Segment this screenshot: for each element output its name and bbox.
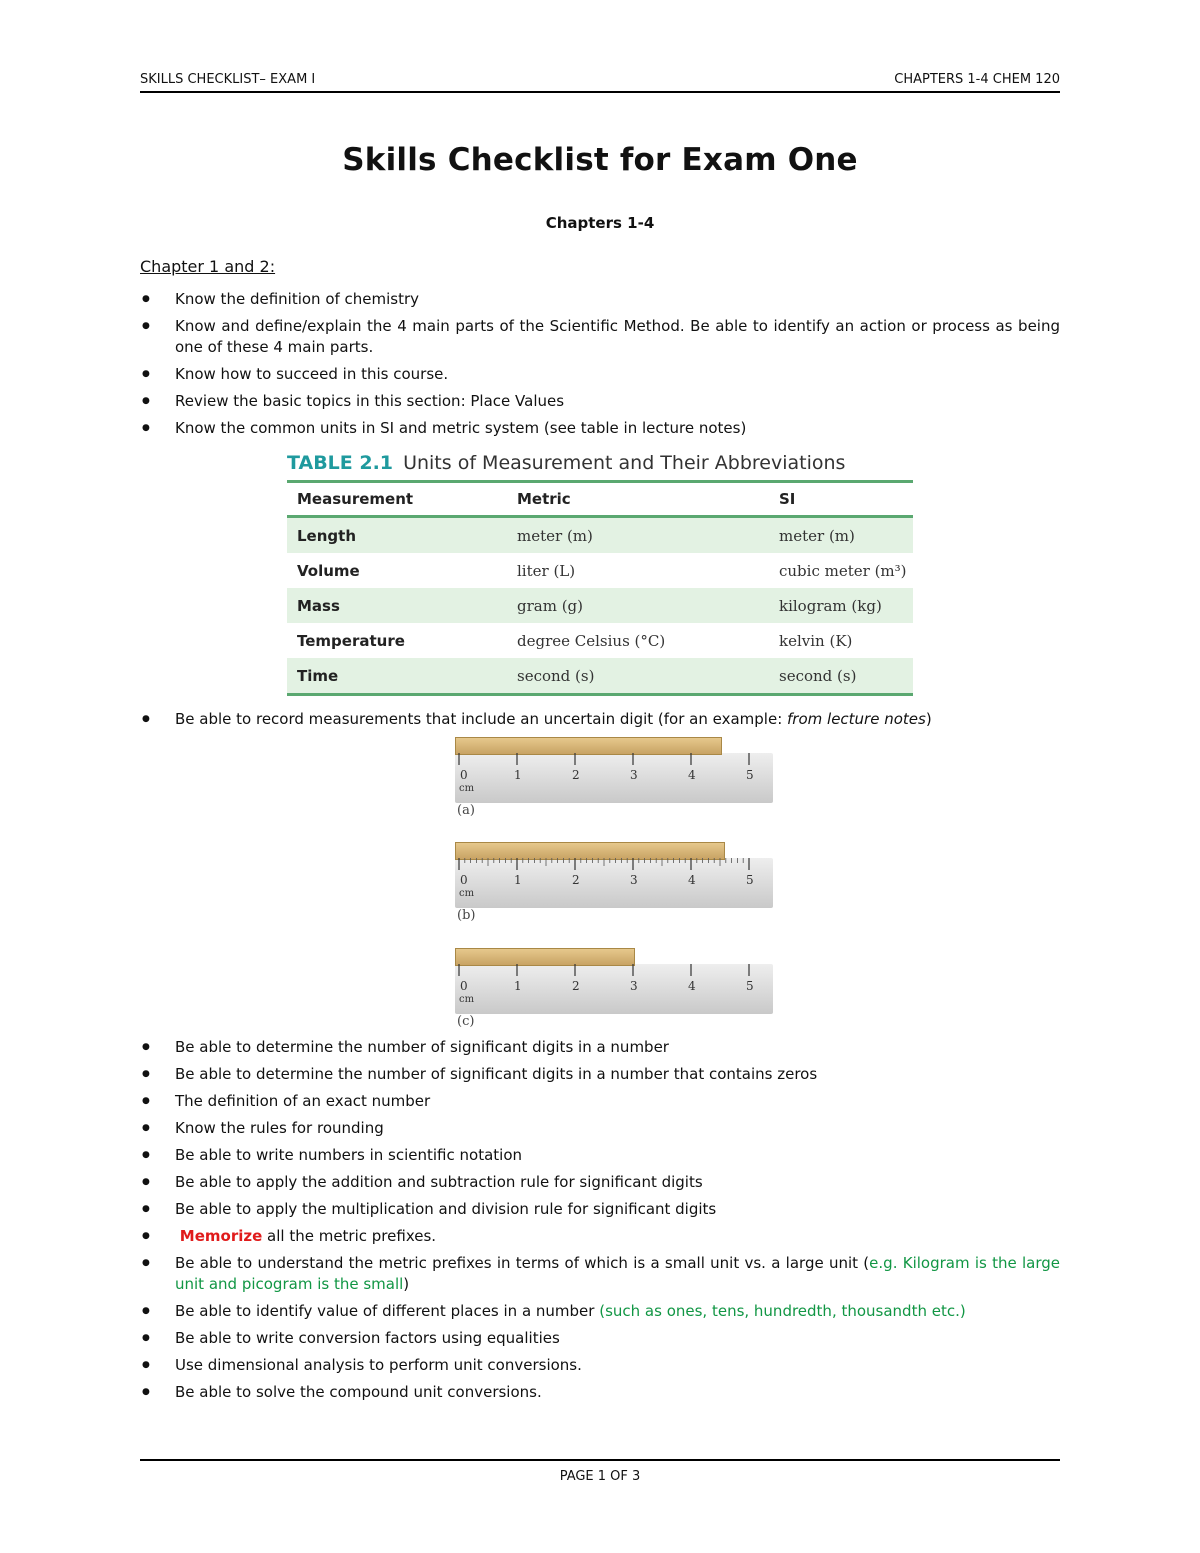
item-text: Be able to record measurements that include an uncertain digit (for an example: [175, 710, 788, 728]
item-italic: from lecture notes [787, 710, 926, 728]
ruler-tick-label: 0 [460, 768, 468, 782]
list-item: ● Be able to write conversion factors using equalities [140, 1328, 1060, 1349]
ruler-scale [455, 753, 773, 803]
item-text: Be able to understand the metric prefixes in terms of which is a small unit vs. a large unit ( [175, 1254, 870, 1272]
header-right: CHAPTERS 1-4 CHEM 120 [894, 72, 1060, 87]
list-item: ● Know and define/explain the 4 main parts of the Scientific Method. Be able to identify an action or process as being one of these 4 main parts. [140, 316, 1060, 358]
ruler-tick-label: 4 [688, 873, 696, 887]
list-item: ● The definition of an exact number [140, 1091, 1060, 1112]
ruler-unit-label: cm [459, 888, 475, 899]
list-item [140, 709, 1060, 730]
table-cell: liter (L) [517, 561, 576, 580]
table-row [287, 588, 913, 623]
table-caption [287, 446, 913, 480]
ruler-tick-label: 5 [746, 873, 754, 887]
memorize-emphasis: Memorize [179, 1227, 263, 1245]
ruler-unit-label: cm [459, 994, 475, 1005]
item-text: Be able to identify value of different places in a number [175, 1302, 600, 1320]
table-row [287, 658, 913, 695]
ruler-tick-label: 3 [630, 979, 638, 993]
units-table [287, 480, 913, 696]
ruler-tick-label: 4 [688, 768, 696, 782]
ruler-tick-label: 1 [514, 979, 522, 993]
table-cell: kelvin (K) [779, 631, 853, 650]
column-header: SI [769, 482, 913, 517]
ruler-unit-label: cm [459, 783, 475, 794]
table-caption-text: Units of Measurement and Their Abbreviations [403, 452, 846, 474]
list-item: ● Use dimensional analysis to perform unit conversions. [140, 1355, 1060, 1376]
column-header: Measurement [287, 482, 507, 517]
page-title: Skills Checklist for Exam One [342, 142, 858, 178]
units-table-figure [287, 446, 913, 696]
checklist-uncertain [140, 709, 1060, 736]
table-number: TABLE 2.1 [287, 452, 394, 474]
table-cell: second (s) [769, 658, 913, 695]
checklist-b [140, 1037, 1060, 1409]
ruler-tick-label: 2 [572, 979, 580, 993]
ruler-tick-label: 2 [572, 768, 580, 782]
header-left: SKILLS CHECKLIST– EXAM I [140, 72, 316, 87]
running-header [140, 70, 1060, 93]
ruler-tick-label: 0 [460, 873, 468, 887]
section-heading: Chapter 1 and 2: [140, 257, 276, 276]
list-item: ● Know how to succeed in this course. [140, 364, 1060, 385]
list-item: ● Be able to write numbers in scientific notation [140, 1145, 1060, 1166]
list-item: ● Be able to apply the addition and subtraction rule for significant digits [140, 1172, 1060, 1193]
ruler-tick-label: 5 [746, 768, 754, 782]
column-header: Metric [507, 482, 769, 517]
table-cell: Temperature [297, 631, 405, 650]
list-item [140, 1253, 1060, 1295]
table-row [287, 623, 913, 658]
list-item: ● Review the basic topics in this section: Place Values [140, 391, 1060, 412]
ruler-tick-label: 4 [688, 979, 696, 993]
table-cell: gram (g) [507, 588, 769, 623]
page-footer [140, 1459, 1060, 1484]
table-cell: kilogram (kg) [769, 588, 913, 623]
ruler-tick-label: 3 [630, 768, 638, 782]
ruler-scale [455, 858, 773, 908]
list-item [140, 1226, 1060, 1247]
ruler-tick-label: 5 [746, 979, 754, 993]
item-green-note: (such as ones, tens, hundredth, thousandth etc.) [599, 1302, 966, 1320]
ruler-figure-c [455, 948, 775, 1034]
figure-label: (c) [457, 1014, 475, 1029]
list-item: ● Know the definition of chemistry [140, 289, 1060, 310]
table-cell: degree Celsius (°C) [517, 631, 666, 650]
table-cell: Volume [297, 561, 360, 580]
item-text-close: ) [403, 1275, 410, 1293]
table-row [287, 517, 913, 554]
list-item: ● Know the common units in SI and metric system (see table in lecture notes) [140, 418, 1060, 439]
checklist-a [140, 289, 1060, 445]
table-cell: meter (m) [507, 517, 769, 554]
ruler-tick-label: 3 [630, 873, 638, 887]
ruler-scale [455, 964, 773, 1014]
item-text-close: ) [925, 710, 932, 728]
ruler-figure-b [455, 842, 775, 928]
list-item: ● Be able to apply the multiplication and division rule for significant digits [140, 1199, 1060, 1220]
ruler-tick-label: 1 [514, 873, 522, 887]
ruler-tick-label: 1 [514, 768, 522, 782]
page-number: PAGE 1 OF 3 [559, 1469, 641, 1484]
table-cell: Time [287, 658, 507, 695]
ruler-figure-a [455, 737, 775, 823]
table-cell: Mass [287, 588, 507, 623]
table-header-row [287, 482, 913, 517]
table-cell: Length [287, 517, 507, 554]
table-cell: cubic meter (m³) [779, 561, 907, 580]
item-green-note: e.g. Kilogram is the large unit and picogram is the small [175, 1254, 1060, 1293]
item-text: all the metric prefixes. [262, 1227, 437, 1245]
ruler-tick-label: 0 [460, 979, 468, 993]
list-item: ● Be able to determine the number of significant digits in a number [140, 1037, 1060, 1058]
table-cell: second (s) [507, 658, 769, 695]
ruler-tick-label: 2 [572, 873, 580, 887]
list-item: ● Be able to determine the number of significant digits in a number that contains zeros [140, 1064, 1060, 1085]
table-row [287, 553, 913, 588]
list-item: ● Be able to solve the compound unit conversions. [140, 1382, 1060, 1403]
table-cell: meter (m) [769, 517, 913, 554]
list-item [140, 1301, 1060, 1322]
figure-label: (b) [457, 908, 476, 923]
page-subtitle: Chapters 1-4 [545, 214, 655, 232]
figure-label: (a) [457, 803, 475, 818]
list-item: ● Know the rules for rounding [140, 1118, 1060, 1139]
